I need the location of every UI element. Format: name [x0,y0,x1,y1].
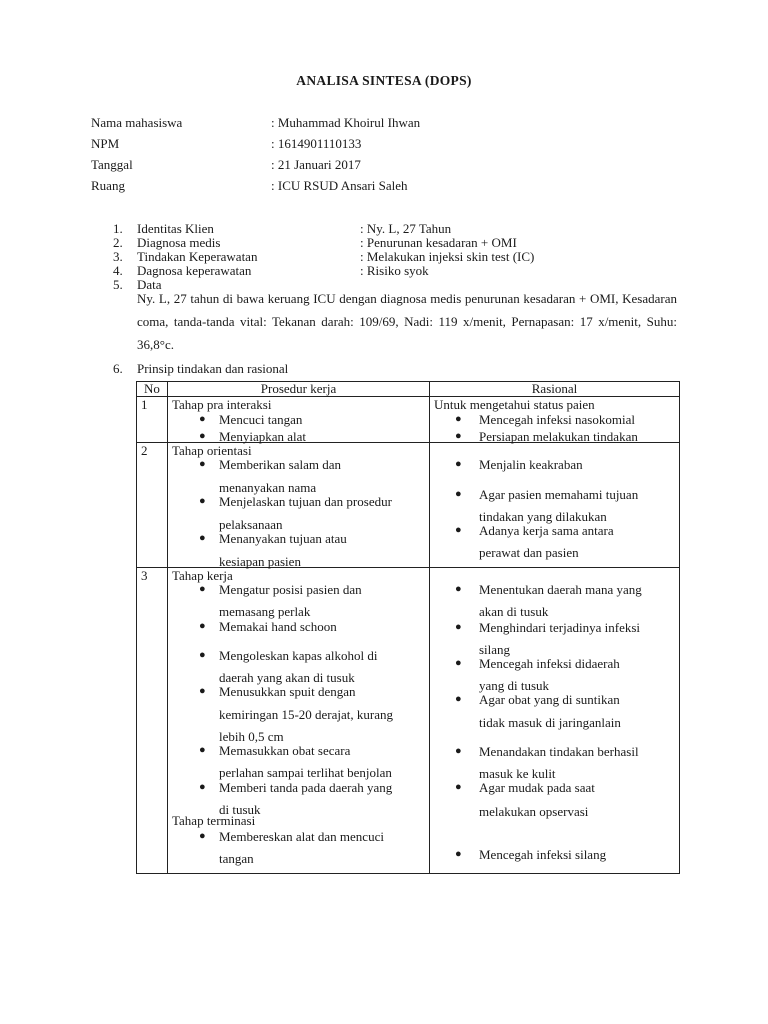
rational-text: Mencegah infeksi didaerah [479,656,620,671]
bullet-icon: ● [199,744,206,756]
row-number-text: 1 [141,397,148,412]
col-header-prosedur: Prosedur kerja [168,382,430,397]
procedure-cell [168,397,430,443]
rational-text: yang di tusuk [479,678,550,693]
rational-text: Mencegah infeksi nasokomial [479,412,635,427]
step-text: Mencuci tangan [219,412,303,427]
item-value: : Risiko syok [360,263,429,278]
bullet-icon: ● [199,532,206,544]
step-text: Menjelaskan tujuan dan prosedur [219,494,392,509]
info-value-ruang: : ICU RSUD Ansari Saleh [271,178,408,193]
bullet-icon: ● [455,583,462,595]
bullet-icon: ● [455,657,462,669]
rational-text: Agar pasien memahami tujuan [479,487,639,502]
step-text: Membereskan alat dan mencuci [219,829,384,844]
item-label: Data [137,277,162,292]
phase-label: Tahap terminasi [172,813,256,828]
item-value: : Penurunan kesadaran + OMI [360,235,517,250]
step-text: Mengatur posisi pasien dan [219,582,362,597]
item-number: 5. [113,277,123,292]
procedure-cell [168,443,430,568]
rational-text: Menjalin keakraban [479,457,583,472]
rational-text: Menandakan tindakan berhasil [479,744,639,759]
bullet-icon: ● [455,621,462,633]
bullet-icon: ● [199,649,206,661]
section-heading: Prinsip tindakan dan rasional [137,361,289,376]
rational-cell [430,443,680,568]
rational-text: Persiapan melakukan tindakan [479,429,638,444]
procedure-table [136,381,680,874]
row-number-text: 3 [141,568,148,583]
table-row [137,568,680,874]
bullet-icon: ● [199,781,206,793]
row-number [137,443,168,568]
rational-text: Mencegah infeksi silang [479,847,607,862]
item-number: 1. [113,221,123,236]
table-row [137,443,680,568]
step-text: lebih 0,5 cm [219,729,284,744]
col-header-no: No [137,382,168,397]
rational-text: Agar mudak pada saat [479,780,595,795]
section-number: 6. [113,361,123,376]
step-text: Memasukkan obat secara [219,743,351,758]
bullet-icon: ● [199,685,206,697]
rational-text: tindakan yang dilakukan [479,509,607,524]
rational-text: tidak masuk di jaringanlain [479,715,621,730]
rational-text: Agar obat yang di suntikan [479,692,620,707]
rational-text: silang [479,642,511,657]
rational-text: Adanya kerja sama antara [479,523,614,538]
info-value-npm: : 1614901110133 [271,136,362,151]
row-number-text: 2 [141,443,148,458]
item-label: Identitas Klien [137,221,214,236]
bullet-icon: ● [455,848,462,860]
info-label-nama: Nama mahasiswa [91,115,183,130]
col-header-rasional: Rasional [430,382,680,397]
step-text: tangan [219,851,254,866]
info-label-ruang: Ruang [91,178,125,193]
document-title: ANALISA SINTESA (DOPS) [296,73,472,88]
rational-text: Menghindari terjadinya infeksi [479,620,641,635]
step-text: di tusuk [219,802,261,817]
step-text: kesiapan pasien [219,554,301,569]
item-number: 3. [113,249,123,264]
item-label: Diagnosa medis [137,235,221,250]
rational-cell [430,397,680,443]
item-value: : Melakukan injeksi skin test (IC) [360,249,535,264]
item-number: 2. [113,235,123,250]
step-text: Memberikan salam dan [219,457,342,472]
bullet-icon: ● [455,693,462,705]
item-label: Dagnosa keperawatan [137,263,252,278]
row-number [137,568,168,874]
bullet-icon: ● [455,458,462,470]
step-text: daerah yang akan di tusuk [219,670,355,685]
item-number: 4. [113,263,123,278]
step-text: Mengoleskan kapas alkohol di [219,648,378,663]
row-number [137,397,168,443]
bullet-icon: ● [199,495,206,507]
rational-text: melakukan opservasi [479,804,589,819]
rational-intro: Untuk mengetahui status paien [434,397,595,412]
rational-text: Menentukan daerah mana yang [479,582,642,597]
rational-text: masuk ke kulit [479,766,556,781]
step-text: Menusukkan spuit dengan [219,684,356,699]
phase-label: Tahap kerja [172,568,233,583]
bullet-icon: ● [199,413,206,425]
step-text: kemiringan 15-20 derajat, kurang [219,707,393,722]
table-row [137,397,680,443]
procedure-cell [168,568,430,874]
info-label-npm: NPM [91,136,120,151]
step-text: Menyiapkan alat [219,429,306,444]
bullet-icon: ● [199,430,206,442]
bullet-icon: ● [455,524,462,536]
data-paragraph: Ny. L, 27 tahun di bawa keruang ICU dengan diagnosa medis penurunan kesadaran + OMI, Kesadaran coma, tanda-tanda vital: Tekanan darah: 109/69, Nadi: 119 x/menit, Pernapasan: 17 x/menit, Suhu: 36,8°c. [137,291,677,352]
bullet-icon: ● [199,830,206,842]
bullet-icon: ● [455,745,462,757]
step-text: Memakai hand schoon [219,619,337,634]
info-label-tanggal: Tanggal [91,157,133,172]
bullet-icon: ● [199,620,206,632]
phase-label: Tahap pra interaksi [172,397,272,412]
phase-label: Tahap orientasi [172,443,252,458]
bullet-icon: ● [455,488,462,500]
bullet-icon: ● [455,430,462,442]
step-text: pelaksanaan [219,517,283,532]
step-text: Menanyakan tujuan atau [219,531,347,546]
bullet-icon: ● [455,413,462,425]
bullet-icon: ● [455,781,462,793]
step-text: memasang perlak [219,604,311,619]
bullet-icon: ● [199,583,206,595]
info-value-tanggal: : 21 Januari 2017 [271,157,361,172]
rational-cell [430,568,680,874]
step-text: perlahan sampai terlihat benjolan [219,765,392,780]
step-text: Memberi tanda pada daerah yang [219,780,393,795]
item-value: : Ny. L, 27 Tahun [360,221,452,236]
bullet-icon: ● [199,458,206,470]
item-label: Tindakan Keperawatan [137,249,258,264]
rational-text: perawat dan pasien [479,545,579,560]
rational-text: akan di tusuk [479,604,549,619]
info-value-nama: : Muhammad Khoirul Ihwan [271,115,421,130]
step-text: menanyakan nama [219,480,317,495]
